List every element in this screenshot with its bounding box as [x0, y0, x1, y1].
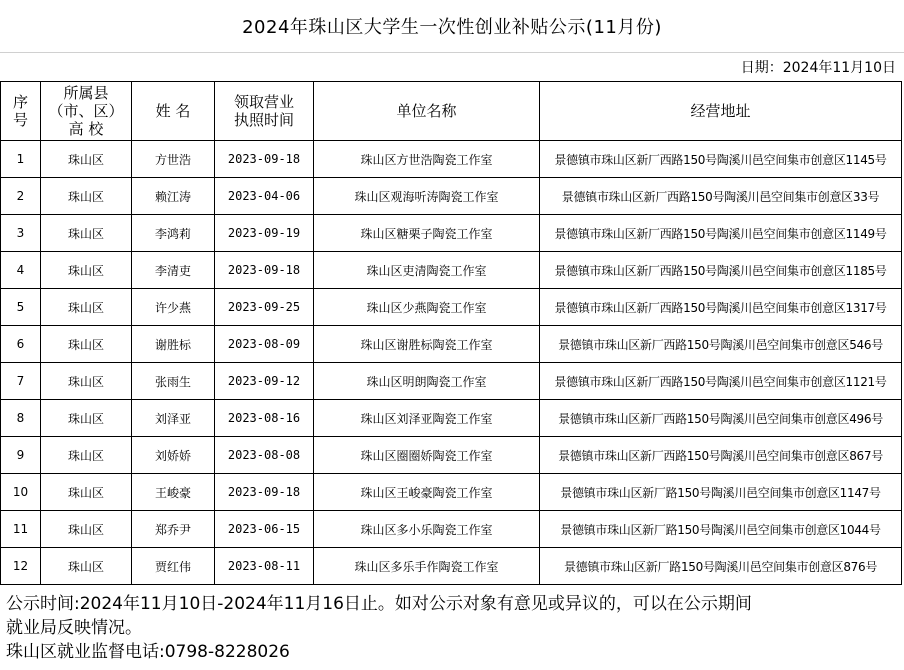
cell-company: 珠山区吏清陶瓷工作室: [314, 252, 540, 289]
table-row: [1, 326, 902, 363]
table-row: [1, 289, 902, 326]
table-header-row: [1, 82, 902, 141]
cell-name: 刘泽亚: [132, 400, 215, 437]
cell-seq: 11: [1, 511, 41, 548]
cell-county: 珠山区: [41, 215, 132, 252]
cell-seq: 7: [1, 363, 41, 400]
cell-company: 珠山区明朗陶瓷工作室: [314, 363, 540, 400]
cell-address: 景德镇市珠山区新厂西路150号陶溪川邑空间集市创意区1149号: [540, 215, 902, 252]
cell-company: 珠山区王峻豪陶瓷工作室: [314, 474, 540, 511]
page-title: 2024年珠山区大学生一次性创业补贴公示(11月份): [0, 0, 904, 53]
cell-license-date: 2023-09-18: [215, 141, 314, 178]
cell-name: 方世浩: [132, 141, 215, 178]
header-address: 经营地址: [540, 82, 902, 141]
cell-county: 珠山区: [41, 400, 132, 437]
cell-company: 珠山区方世浩陶瓷工作室: [314, 141, 540, 178]
cell-company: 珠山区多乐手作陶瓷工作室: [314, 548, 540, 585]
cell-license-date: 2023-09-18: [215, 252, 314, 289]
cell-county: 珠山区: [41, 326, 132, 363]
header-county: 所属县（市、区）高 校: [41, 82, 132, 141]
cell-company: 珠山区谢胜标陶瓷工作室: [314, 326, 540, 363]
cell-license-date: 2023-08-11: [215, 548, 314, 585]
cell-name: 王峻豪: [132, 474, 215, 511]
cell-company: 珠山区观海听涛陶瓷工作室: [314, 178, 540, 215]
notice-footer: [6, 592, 896, 664]
cell-county: 珠山区: [41, 289, 132, 326]
cell-address: 景德镇市珠山区新厂路150号陶溪川邑空间集市创意区1147号: [540, 474, 902, 511]
cell-seq: 5: [1, 289, 41, 326]
cell-company: 珠山区圈圈娇陶瓷工作室: [314, 437, 540, 474]
table-row: [1, 178, 902, 215]
table-row: [1, 474, 902, 511]
cell-company: 珠山区少燕陶瓷工作室: [314, 289, 540, 326]
cell-address: 景德镇市珠山区新厂西路150号陶溪川邑空间集市创意区1185号: [540, 252, 902, 289]
cell-address: 景德镇市珠山区新厂路150号陶溪川邑空间集市创意区876号: [540, 548, 902, 585]
cell-seq: 10: [1, 474, 41, 511]
subsidy-table: [0, 81, 902, 585]
cell-seq: 1: [1, 141, 41, 178]
cell-name: 贾红伟: [132, 548, 215, 585]
supervision-phone: 珠山区就业监督电话:0798-8228026: [6, 642, 290, 662]
cell-license-date: 2023-09-12: [215, 363, 314, 400]
cell-name: 张雨生: [132, 363, 215, 400]
cell-license-date: 2023-08-16: [215, 400, 314, 437]
cell-county: 珠山区: [41, 511, 132, 548]
cell-address: 景德镇市珠山区新厂西路150号陶溪川邑空间集市创意区1145号: [540, 141, 902, 178]
table-row: [1, 141, 902, 178]
table-row: [1, 548, 902, 585]
table-row: [1, 252, 902, 289]
table-row: [1, 215, 902, 252]
cell-license-date: 2023-08-08: [215, 437, 314, 474]
cell-seq: 12: [1, 548, 41, 585]
cell-county: 珠山区: [41, 363, 132, 400]
cell-seq: 2: [1, 178, 41, 215]
cell-county: 珠山区: [41, 474, 132, 511]
cell-name: 李清吏: [132, 252, 215, 289]
header-license-time: 领取营业执照时间: [215, 82, 314, 141]
cell-license-date: 2023-09-19: [215, 215, 314, 252]
cell-name: 李鸿莉: [132, 215, 215, 252]
cell-seq: 6: [1, 326, 41, 363]
cell-address: 景德镇市珠山区新厂路150号陶溪川邑空间集市创意区1044号: [540, 511, 902, 548]
header-name: 姓 名: [132, 82, 215, 141]
table-row: [1, 400, 902, 437]
cell-address: 景德镇市珠山区新厂西路150号陶溪川邑空间集市创意区1317号: [540, 289, 902, 326]
cell-address: 景德镇市珠山区新厂西路150号陶溪川邑空间集市创意区867号: [540, 437, 902, 474]
cell-address: 景德镇市珠山区新厂西路150号陶溪川邑空间集市创意区546号: [540, 326, 902, 363]
cell-address: 景德镇市珠山区新厂西路150号陶溪川邑空间集市创意区496号: [540, 400, 902, 437]
cell-company: 珠山区刘泽亚陶瓷工作室: [314, 400, 540, 437]
table-row: [1, 511, 902, 548]
cell-company: 珠山区多小乐陶瓷工作室: [314, 511, 540, 548]
cell-license-date: 2023-09-25: [215, 289, 314, 326]
cell-county: 珠山区: [41, 437, 132, 474]
cell-name: 刘娇娇: [132, 437, 215, 474]
cell-county: 珠山区: [41, 178, 132, 215]
cell-county: 珠山区: [41, 252, 132, 289]
cell-name: 赖江涛: [132, 178, 215, 215]
cell-seq: 4: [1, 252, 41, 289]
cell-license-date: 2023-06-15: [215, 511, 314, 548]
cell-license-date: 2023-04-06: [215, 178, 314, 215]
cell-seq: 8: [1, 400, 41, 437]
table-row: [1, 437, 902, 474]
table-row: [1, 363, 902, 400]
cell-address: 景德镇市珠山区新厂西路150号陶溪川邑空间集市创意区1121号: [540, 363, 902, 400]
header-company: 单位名称: [314, 82, 540, 141]
cell-county: 珠山区: [41, 141, 132, 178]
cell-seq: 9: [1, 437, 41, 474]
cell-name: 郑乔尹: [132, 511, 215, 548]
cell-license-date: 2023-08-09: [215, 326, 314, 363]
cell-seq: 3: [1, 215, 41, 252]
cell-name: 许少燕: [132, 289, 215, 326]
cell-company: 珠山区糖栗子陶瓷工作室: [314, 215, 540, 252]
notice-period: 公示时间:2024年11月10日-2024年11月16日止。如对公示对象有意见或异议的，可以在公示期间: [6, 594, 752, 614]
cell-name: 谢胜标: [132, 326, 215, 363]
cell-address: 景德镇市珠山区新厂西路150号陶溪川邑空间集市创意区33号: [540, 178, 902, 215]
notice-contact-note: 就业局反映情况。: [6, 618, 142, 638]
publish-date: 日期：2024年11月10日: [740, 60, 896, 76]
cell-license-date: 2023-09-18: [215, 474, 314, 511]
header-seq: 序号: [1, 82, 41, 141]
cell-county: 珠山区: [41, 548, 132, 585]
